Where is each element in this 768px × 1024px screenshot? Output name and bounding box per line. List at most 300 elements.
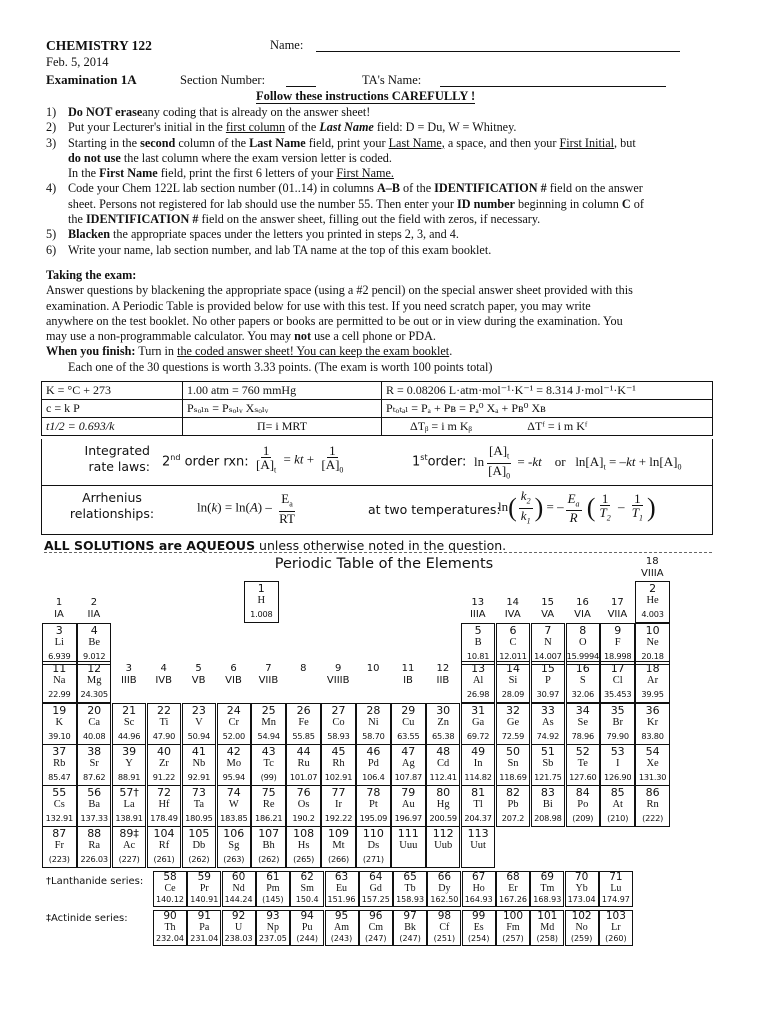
element-symbol: Uuu — [399, 840, 418, 852]
atomic-number: 79 — [401, 786, 416, 799]
element-cell — [42, 661, 77, 703]
atomic-mass: (262) — [188, 853, 210, 864]
element-symbol: Te — [577, 758, 588, 770]
element-symbol: F — [614, 637, 621, 649]
atomic-mass: 74.92 — [536, 730, 560, 741]
atomic-number: 36 — [645, 704, 660, 717]
element-symbol: He — [646, 595, 659, 607]
instruction-line — [46, 105, 726, 120]
element-cell — [566, 785, 601, 827]
element-cell — [461, 623, 496, 665]
group-label: 16 VIA — [574, 597, 591, 620]
instruction-line — [46, 212, 726, 227]
element-cell — [77, 826, 112, 868]
atomic-mass: 190.2 — [292, 812, 315, 823]
element-cell — [251, 703, 286, 745]
element-cell — [112, 703, 147, 745]
element-symbol: Eu — [335, 883, 348, 895]
atomic-number: 2 — [649, 582, 657, 595]
atomic-mass: 83.80 — [641, 730, 664, 741]
two-temperatures-equation: ln( $\frac{k_2}{k_1}$ ) = – $\frac{E_a}{R}$ ( $\frac{1}{T_2}$ – $\frac{1}{T_1}$ ) — [498, 488, 656, 526]
constant-atm: 1.00 atm = 760 mmHg — [183, 382, 382, 400]
group-label: 18 VIIIA — [641, 556, 664, 579]
element-symbol: Pu — [301, 922, 313, 934]
section-number-field[interactable] — [286, 72, 316, 87]
element-symbol: Sg — [228, 840, 240, 852]
atomic-mass: 63.55 — [397, 730, 420, 741]
atomic-mass: 58.93 — [327, 730, 350, 741]
series-element-cell — [290, 910, 324, 946]
element-symbol: Rn — [646, 799, 659, 811]
atomic-number: 106 — [223, 827, 245, 840]
atomic-mass: 88.91 — [117, 771, 141, 782]
series-element-cell — [565, 910, 599, 946]
group-label: 2 IIA — [87, 597, 101, 620]
atomic-number: 107 — [258, 827, 280, 840]
follow-instructions: Follow these instructions CAREFULLY ! — [256, 89, 476, 103]
atomic-mass: 15.9994 — [566, 650, 600, 661]
element-symbol: N — [544, 637, 552, 649]
atomic-number: 71 — [609, 871, 623, 883]
element-symbol: Nd — [232, 883, 245, 895]
element-cell — [286, 826, 321, 868]
element-cell — [251, 826, 286, 868]
atomic-mass: 180.95 — [185, 812, 213, 823]
atomic-mass: (265) — [293, 853, 315, 864]
ta-name-field[interactable] — [440, 72, 666, 87]
atomic-number: 37 — [52, 745, 67, 758]
element-symbol: Ag — [401, 758, 415, 770]
instruction-number — [46, 212, 68, 227]
atomic-mass: (271) — [362, 853, 384, 864]
atomic-mass: (227) — [118, 853, 140, 864]
element-cell — [112, 785, 147, 827]
ta-name-label: TA's Name: — [362, 73, 422, 87]
element-cell — [42, 744, 77, 786]
atomic-number: 105 — [188, 827, 210, 840]
atomic-number: 80 — [436, 786, 451, 799]
group-label: 7 VIIB — [258, 663, 279, 686]
series-element-cell — [153, 871, 187, 907]
element-symbol: Y — [125, 758, 133, 770]
element-cell — [251, 744, 286, 786]
element-cell — [77, 744, 112, 786]
element-symbol: Ti — [159, 717, 169, 729]
atomic-number: 108 — [293, 827, 315, 840]
rate-laws-label: Integrated rate laws: — [84, 443, 150, 474]
rate-laws-box — [41, 439, 713, 486]
osmotic-pressure: Π= i MRT — [183, 418, 382, 436]
element-cell — [566, 703, 601, 745]
group-label: 13 IIIA — [469, 597, 486, 620]
atomic-mass: 30.97 — [536, 688, 560, 699]
element-cell — [566, 623, 601, 665]
total-pressure: Pₜₒₜₐₗ = Pₐ + Pʙ = Pₐ⁰ Xₐ + Pʙ⁰ Xʙ — [382, 400, 713, 418]
atomic-mass: 208.98 — [534, 812, 562, 823]
element-cell — [426, 785, 461, 827]
atomic-number: 20 — [87, 704, 102, 717]
element-symbol: Hf — [158, 799, 170, 811]
atomic-number: 9 — [614, 624, 622, 637]
element-cell — [112, 744, 147, 786]
atomic-number: 69 — [540, 871, 554, 883]
instructions-list — [46, 105, 726, 258]
atomic-number: 81 — [471, 786, 486, 799]
exam-title: Examination 1A — [46, 72, 137, 87]
series-element-cell — [222, 910, 256, 946]
element-symbol: Ra — [88, 840, 101, 852]
name-field[interactable] — [316, 37, 680, 52]
group-label: 12 IIB — [436, 663, 450, 686]
element-cell — [635, 703, 670, 745]
series-element-cell — [530, 910, 564, 946]
element-symbol: Ne — [646, 637, 659, 649]
element-symbol: Ho — [472, 883, 485, 895]
atomic-mass: (244) — [296, 934, 318, 944]
element-symbol: Lr — [611, 922, 621, 934]
element-symbol: Th — [164, 922, 176, 934]
element-cell — [461, 785, 496, 827]
instruction-text: In the First Name field, print the first 6 letters of your First Name. — [68, 166, 394, 181]
atomic-number: 12 — [87, 662, 102, 675]
atomic-number: 15 — [540, 662, 555, 675]
atomic-number: 43 — [261, 745, 276, 758]
atomic-number: 28 — [366, 704, 381, 717]
raoult-law: Pₛₒₗₙ = Pₛₒₗᵥ Xₛₒₗᵥ — [183, 400, 382, 418]
atomic-number: 67 — [472, 871, 486, 883]
element-cell — [496, 703, 531, 745]
element-symbol: Ac — [122, 840, 136, 852]
section-number-label: Section Number: — [180, 73, 266, 87]
atomic-number: 84 — [575, 786, 590, 799]
atomic-mass: 173.04 — [567, 895, 596, 905]
element-symbol: Mn — [261, 717, 276, 729]
atomic-mass: 9.012 — [82, 650, 106, 661]
element-cell — [321, 785, 356, 827]
atomic-number: 55 — [52, 786, 67, 799]
element-cell — [286, 785, 321, 827]
series-element-cell — [462, 871, 496, 907]
element-symbol: Mg — [86, 675, 102, 687]
element-symbol: O — [579, 637, 587, 649]
element-symbol: Li — [54, 637, 64, 649]
atomic-mass: 101.07 — [289, 771, 318, 782]
boiling-elevation: ΔTᵦ = i m Kᵦ — [410, 419, 472, 433]
element-cell — [356, 826, 391, 868]
element-cell — [391, 703, 426, 745]
element-symbol: U — [234, 922, 243, 934]
element-cell — [42, 703, 77, 745]
element-symbol: Ds — [367, 840, 380, 852]
atomic-mass: 121.75 — [534, 771, 562, 782]
atomic-mass: 196.97 — [394, 812, 423, 823]
instruction-number — [46, 166, 68, 181]
element-symbol: Na — [53, 675, 66, 687]
atomic-number: 72 — [156, 786, 171, 799]
atomic-mass: 54.94 — [257, 730, 280, 741]
element-symbol: Zr — [159, 758, 169, 770]
element-symbol: At — [612, 799, 623, 811]
instruction-text: Starting in the second column of the Last Name field, print your Last Name, a space, and then your First Initial, but — [68, 135, 636, 150]
element-symbol: Pm — [266, 883, 280, 895]
instruction-number — [46, 197, 68, 212]
group-label: 11 IB — [401, 663, 415, 686]
element-cell — [356, 703, 391, 745]
element-cell — [496, 744, 531, 786]
element-symbol: Zn — [437, 717, 450, 729]
element-cell — [77, 785, 112, 827]
element-cell — [244, 581, 279, 623]
series-element-cell — [187, 910, 221, 946]
atomic-mass: 40.08 — [82, 730, 106, 741]
element-cell — [635, 581, 670, 623]
element-symbol: Sm — [300, 883, 314, 895]
series-element-cell — [427, 871, 461, 907]
element-cell — [147, 744, 182, 786]
element-cell — [321, 826, 356, 868]
element-symbol: Am — [334, 922, 349, 934]
element-cell — [635, 744, 670, 786]
taking-exam-section — [46, 268, 726, 375]
two-temperatures-label: at two temperatures: — [368, 502, 501, 517]
element-symbol: Mt — [332, 840, 345, 852]
atomic-number: 4 — [90, 624, 98, 637]
series-element-cell — [599, 871, 633, 907]
atomic-number: 99 — [472, 910, 486, 922]
element-symbol: Po — [577, 799, 589, 811]
exam-date: Feb. 5, 2014 — [46, 55, 109, 69]
atomic-number: 40 — [156, 745, 171, 758]
element-symbol: Lu — [610, 883, 622, 895]
element-symbol: In — [473, 758, 483, 770]
atomic-number: 74 — [226, 786, 241, 799]
element-symbol: As — [542, 717, 554, 729]
atomic-number: 88 — [87, 827, 102, 840]
series-element-cell — [325, 871, 359, 907]
atomic-mass: 157.25 — [361, 895, 390, 905]
atomic-number: 78 — [366, 786, 381, 799]
atomic-mass: (247) — [399, 934, 421, 944]
element-cell — [566, 744, 601, 786]
atomic-mass: 24.305 — [80, 688, 108, 699]
element-cell — [531, 744, 566, 786]
element-symbol: Gd — [369, 883, 382, 895]
group-label: 5 VB — [191, 663, 206, 686]
instruction-text: Put your Lecturer's initial in the first column of the Last Name field: D = Du, W = Whitney. — [68, 120, 517, 135]
lanthanide-label: †Lanthanide series: — [46, 876, 144, 887]
element-cell — [147, 785, 182, 827]
element-cell — [496, 785, 531, 827]
element-cell — [77, 661, 112, 703]
constant-kelvin: K = °C + 273 — [42, 382, 183, 400]
atomic-mass: 91.22 — [152, 771, 176, 782]
atomic-mass: 50.94 — [187, 730, 211, 741]
element-symbol: Hs — [297, 840, 310, 852]
atomic-number: 92 — [231, 910, 246, 922]
atomic-number: 85 — [610, 786, 625, 799]
series-element-cell — [290, 871, 324, 907]
arrhenius-box — [41, 486, 713, 535]
atomic-mass: (99) — [260, 771, 277, 782]
element-symbol: Bk — [404, 922, 416, 934]
instruction-text: Blacken the appropriate spaces under the letters you printed in steps 2, 3, and 4. — [68, 227, 459, 242]
atomic-mass: 92.91 — [187, 771, 211, 782]
element-symbol: La — [123, 799, 135, 811]
element-symbol: Ca — [88, 717, 101, 729]
element-symbol: Pb — [507, 799, 519, 811]
element-symbol: Tm — [540, 883, 555, 895]
atomic-number: 33 — [540, 704, 555, 717]
element-symbol: Db — [192, 840, 206, 852]
atomic-mass: 95.94 — [222, 771, 246, 782]
atomic-number: 32 — [505, 704, 520, 717]
atomic-number: 89‡ — [119, 827, 139, 840]
taking-line: anywhere on the test booklet. No other papers or books are permitted to be out or in view during the examination. You — [46, 313, 623, 328]
element-cell — [531, 703, 566, 745]
atomic-number: 22 — [156, 704, 171, 717]
atomic-mass: 138.91 — [115, 812, 143, 823]
atomic-number: 3 — [55, 624, 63, 637]
atomic-number: 113 — [467, 827, 489, 840]
series-element-cell — [256, 910, 290, 946]
atomic-mass: (263) — [223, 853, 245, 864]
element-symbol: Fm — [506, 922, 520, 934]
freezing-depression: ΔTᶠ = i m Kᶠ — [527, 419, 588, 433]
atomic-mass: 204.37 — [464, 812, 492, 823]
half-life: t1/2 = 0.693/k — [42, 418, 183, 436]
atomic-number: 65 — [403, 871, 417, 883]
series-element-cell — [325, 910, 359, 946]
element-symbol: Sn — [507, 758, 519, 770]
atomic-number: 60 — [231, 871, 246, 883]
element-symbol: Pa — [199, 922, 210, 934]
element-cell — [635, 623, 670, 665]
element-symbol: Ge — [506, 717, 520, 729]
atomic-number: 18 — [645, 662, 660, 675]
atomic-mass: 207.2 — [501, 812, 525, 823]
atomic-mass: 35.453 — [603, 688, 632, 699]
atomic-number: 30 — [436, 704, 451, 717]
atomic-number: 93 — [266, 910, 280, 922]
element-symbol: Ta — [193, 799, 205, 811]
atomic-mass: (257) — [502, 934, 524, 944]
atomic-mass: 137.33 — [80, 812, 108, 823]
element-symbol: W — [228, 799, 239, 811]
element-symbol: Xe — [646, 758, 659, 770]
element-cell — [251, 785, 286, 827]
element-symbol: Sb — [542, 758, 554, 770]
element-symbol: Mo — [226, 758, 242, 770]
atomic-mass: (251) — [433, 934, 456, 944]
element-cell — [566, 661, 601, 703]
element-symbol: Bi — [542, 799, 553, 811]
element-cell — [286, 703, 321, 745]
element-cell — [531, 661, 566, 703]
atomic-mass: 237.05 — [258, 934, 287, 944]
element-symbol: Sc — [123, 717, 135, 729]
element-symbol: Rh — [332, 758, 345, 770]
atomic-number: 13 — [471, 662, 486, 675]
instruction-number: 1) — [46, 105, 57, 119]
second-order-label: 2nd order rxn: — [162, 453, 249, 470]
atomic-number: 25 — [261, 704, 276, 717]
atomic-mass: 18.998 — [603, 650, 632, 661]
atomic-number: 47 — [401, 745, 416, 758]
element-symbol: Es — [473, 922, 484, 934]
group-label: 1 IA — [54, 597, 64, 620]
atomic-mass: 114.82 — [464, 771, 492, 782]
instruction-number: 3) — [46, 135, 57, 150]
element-symbol: Er — [508, 883, 518, 895]
atomic-number: 87 — [52, 827, 67, 840]
atomic-number: 44 — [296, 745, 311, 758]
atomic-number: 86 — [645, 786, 660, 799]
element-symbol: Pt — [369, 799, 378, 811]
atomic-number: 83 — [540, 786, 555, 799]
series-element-cell — [599, 910, 633, 946]
element-symbol: Si — [508, 675, 518, 687]
element-symbol: Kr — [647, 717, 659, 729]
atomic-mass: (260) — [605, 934, 627, 944]
atomic-number: 45 — [331, 745, 346, 758]
element-cell — [600, 661, 635, 703]
atomic-mass: 168.93 — [533, 895, 562, 905]
element-symbol: Se — [577, 717, 589, 729]
atomic-mass: 200.59 — [429, 812, 457, 823]
aqueous-note: ALL SOLUTIONS are AQUEOUS unless otherwise noted in the question. — [44, 538, 507, 553]
atomic-mass: 238.03 — [224, 934, 253, 944]
element-symbol: I — [615, 758, 620, 770]
element-cell — [496, 661, 531, 703]
element-cell — [182, 785, 217, 827]
element-symbol: Tc — [263, 758, 274, 770]
element-cell — [600, 785, 635, 827]
element-symbol: B — [474, 637, 482, 649]
element-symbol: Cm — [368, 922, 384, 934]
element-cell — [426, 703, 461, 745]
atomic-mass: 58.70 — [362, 730, 385, 741]
atomic-number: 104 — [153, 827, 175, 840]
atomic-mass: (222) — [642, 812, 664, 823]
group-label: 17 VIIA — [607, 597, 628, 620]
atomic-number: 34 — [575, 704, 590, 717]
colligative-row — [382, 418, 713, 436]
instruction-line — [46, 136, 726, 151]
element-symbol: Ni — [368, 717, 379, 729]
atomic-number: 16 — [575, 662, 590, 675]
atomic-mass: 151.96 — [327, 895, 356, 905]
atomic-number: 91 — [197, 910, 211, 922]
element-symbol: Tb — [404, 883, 416, 895]
instruction-line — [46, 243, 726, 258]
element-symbol: Ba — [88, 799, 101, 811]
atomic-number: 68 — [506, 871, 520, 883]
atomic-number: 52 — [575, 745, 590, 758]
atomic-mass: 174.97 — [601, 895, 630, 905]
element-symbol: Dy — [438, 883, 451, 895]
series-element-cell — [530, 871, 564, 907]
element-cell — [391, 744, 426, 786]
atomic-number: 42 — [226, 745, 241, 758]
element-symbol: Nb — [192, 758, 206, 770]
atomic-mass: 178.49 — [150, 812, 178, 823]
element-symbol: Re — [262, 799, 275, 811]
element-symbol: Cf — [439, 922, 450, 934]
element-cell — [112, 826, 147, 868]
atomic-mass: 28.09 — [501, 688, 525, 699]
atomic-number: 24 — [226, 704, 241, 717]
element-symbol: Ce — [164, 883, 176, 895]
